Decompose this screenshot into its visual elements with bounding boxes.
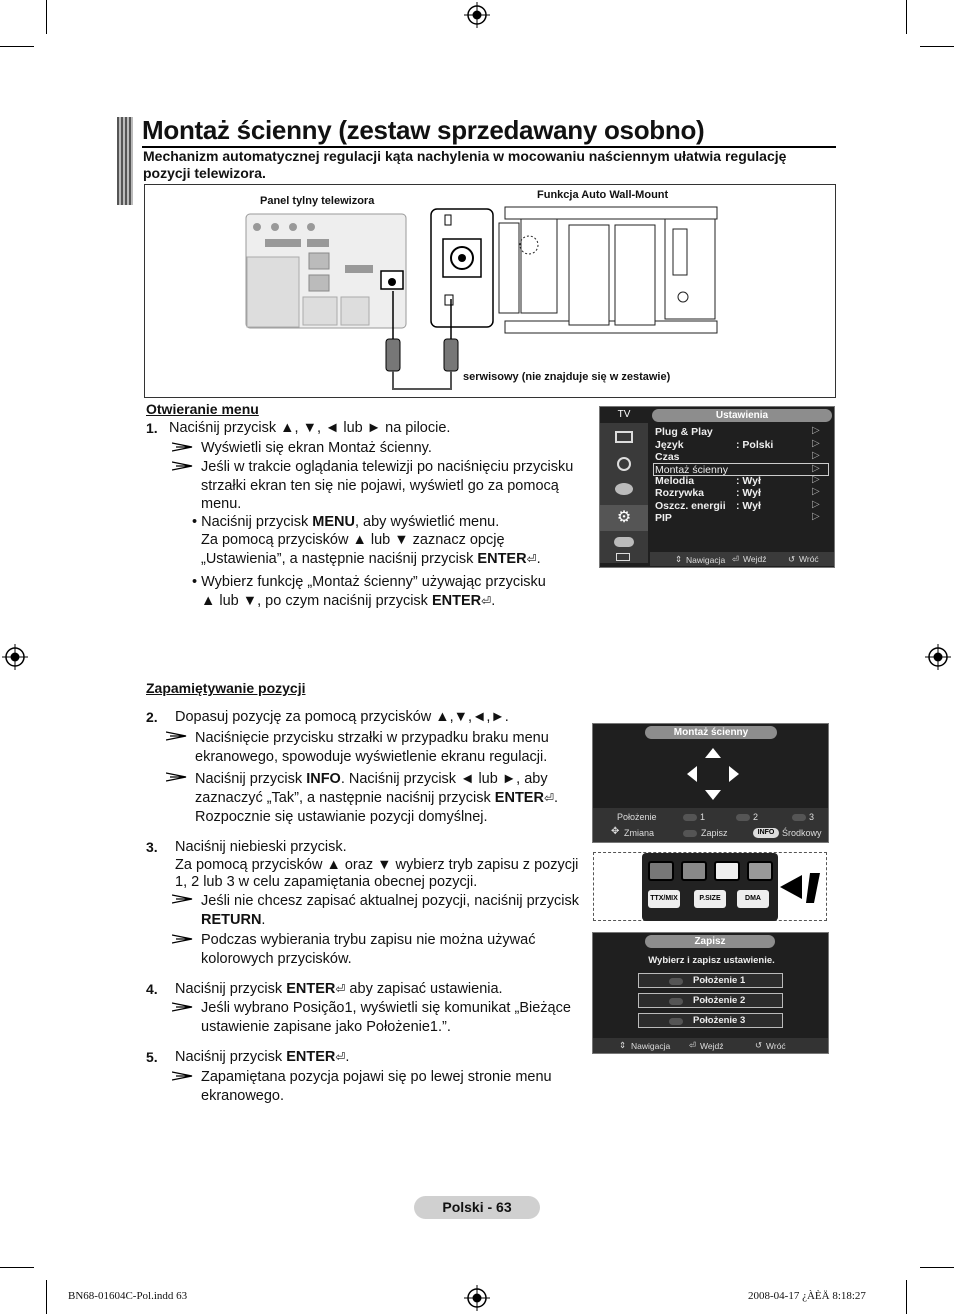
bullet-text: , aby wyświetlić menu. xyxy=(355,514,500,530)
submenu-arrow-icon: ▷ xyxy=(812,499,820,510)
enter-icon: ⏎ xyxy=(335,1050,346,1064)
section-heading-open-menu: Otwieranie menu xyxy=(146,401,259,417)
save-option-label: Położenie 1 xyxy=(693,975,746,986)
nav-icon: ⇕ xyxy=(619,1040,627,1050)
note-text: Naciśnij przycisk xyxy=(195,771,307,787)
step-text: 1, 2 lub 3 w celu zapamiętania obecnej pozycji. xyxy=(175,874,478,890)
step-text: . xyxy=(345,1049,350,1065)
menu-item[interactable]: Oszcz. energii xyxy=(655,500,726,512)
osd-sidebar xyxy=(600,423,648,563)
remote-control-illustration xyxy=(593,852,827,921)
green-button[interactable] xyxy=(681,861,707,881)
panel-label: Panel tylny telewizora xyxy=(260,195,375,207)
change-label: Zmiana xyxy=(624,828,655,838)
crop-mark xyxy=(46,0,47,34)
position-2: 2 xyxy=(753,812,759,822)
submenu-arrow-icon: ▷ xyxy=(812,486,820,497)
menu-item[interactable]: PIP xyxy=(655,512,672,524)
button-name-enter: ENTER xyxy=(286,981,336,997)
submenu-arrow-icon: ▷ xyxy=(812,450,820,461)
title-decoration-bar xyxy=(117,117,133,205)
footer-back: Wróć xyxy=(766,1041,786,1051)
menu-item[interactable]: Plug & Play xyxy=(655,426,713,438)
step-number: 1. xyxy=(146,420,158,436)
menu-item-selected[interactable]: Montaż ścienny xyxy=(655,464,728,476)
submenu-arrow-icon: ▷ xyxy=(812,438,820,449)
submenu-arrow-icon: ▷ xyxy=(812,474,820,485)
bullet-text: „Ustawienia”, a następnie naciśnij przycisk xyxy=(201,551,478,567)
step-text: Naciśnij przycisk xyxy=(175,981,287,997)
submenu-arrow-icon: ▷ xyxy=(812,425,820,436)
note-arrow-icon xyxy=(172,461,194,471)
crop-mark xyxy=(0,1267,34,1268)
direction-arrows-icon[interactable] xyxy=(681,746,745,802)
footer-file-info: BN68-01604C-Pol.indd 63 xyxy=(68,1290,188,1302)
save-option[interactable] xyxy=(638,993,783,1008)
position-1: 1 xyxy=(700,812,706,822)
osd-wall-mount xyxy=(592,723,829,843)
enter-icon: ⏎ xyxy=(526,552,537,566)
step-text: aby zapisać ustawienia. xyxy=(345,981,503,997)
bullet-text: Za pomocą przycisków ▲ lub ▼ zaznacz opcję xyxy=(201,532,505,548)
page-number: Polski - 63 xyxy=(414,1196,540,1219)
position-label: Położenie xyxy=(617,812,657,822)
footer-nav: Nawigacja xyxy=(631,1041,671,1051)
connection-diagram xyxy=(144,184,836,398)
note-arrow-icon xyxy=(172,442,194,452)
bullet-text: . xyxy=(536,551,541,567)
menu-item-value: : Wył xyxy=(736,500,761,512)
footer-nav: Nawigacja xyxy=(686,555,726,565)
button-name-enter: ENTER xyxy=(286,1049,336,1065)
registration-mark-icon xyxy=(925,644,951,670)
bullet-text xyxy=(201,550,541,569)
footer-back: Wróć xyxy=(799,554,819,564)
button-name-info: INFO xyxy=(306,771,341,787)
menu-item-value: : Wył xyxy=(736,475,761,487)
bullet-text: . xyxy=(491,593,496,609)
sound-icon xyxy=(617,457,631,471)
move-icon: ✥ xyxy=(611,826,620,837)
note-arrow-icon xyxy=(172,1071,194,1081)
nav-icon: ⇕ xyxy=(675,554,683,564)
note-arrow-icon xyxy=(172,934,194,944)
note-text: Wyświetli się ekran Montaż ścienny. xyxy=(201,440,432,456)
blue-button[interactable] xyxy=(747,861,773,881)
channel-icon xyxy=(615,483,633,495)
return-icon: ↺ xyxy=(788,554,796,564)
bullet-menu xyxy=(192,513,499,532)
page-title: Montaż ścienny (zestaw sprzedawany osobno) xyxy=(142,115,705,145)
button-name-enter: ENTER xyxy=(477,551,527,567)
step-text xyxy=(175,980,503,999)
menu-item[interactable]: Język xyxy=(655,439,684,451)
cable-label: serwisowy (nie znajduje się w zestawie) xyxy=(463,371,671,383)
bullet-text xyxy=(201,592,495,611)
step-text: Naciśnij niebieski przycisk. xyxy=(175,839,347,855)
bullet-text: ▲ lub ▼, po czym naciśnij przycisk xyxy=(201,593,432,609)
red-button[interactable] xyxy=(648,861,674,881)
position-3: 3 xyxy=(809,812,815,822)
button-name-enter: ENTER xyxy=(431,593,482,609)
note-text: Podczas wybierania trybu zapisu nie można używać xyxy=(201,932,536,948)
note-text: Jeśli w trakcie oglądania telewizji po naciśnięciu przycisku strzałki ekran ten się nie pojawi, wyświetl go za pomocą menu. xyxy=(201,459,574,512)
function-label: Funkcja Auto Wall-Mount xyxy=(537,189,669,201)
step-number: 3. xyxy=(146,839,158,855)
red-button-icon xyxy=(669,978,683,985)
osd-header: Montaż ścienny xyxy=(645,726,777,739)
osd-settings-menu xyxy=(599,406,835,568)
step-number: 4. xyxy=(146,981,158,997)
osd-header: Zapisz xyxy=(645,935,775,948)
note-text: . Naciśnij przycisk ◄ lub ►, aby xyxy=(340,771,548,787)
menu-item-value: : Wył xyxy=(736,487,761,499)
footer-enter: Wejdź xyxy=(700,1041,724,1051)
note-text: Jeśli wybrano Posição1, wyświetli się komunikat „Bieżące xyxy=(201,1000,571,1016)
enter-icon: ⏎ xyxy=(732,554,740,564)
button-name-enter: ENTER xyxy=(494,790,544,806)
menu-item[interactable]: Rozrywka xyxy=(655,487,705,499)
registration-mark-icon xyxy=(2,644,28,670)
input-icon xyxy=(614,537,634,547)
button-name-return: RETURN xyxy=(201,912,262,928)
yellow-button[interactable] xyxy=(714,861,740,881)
step-text: Za pomocą przycisków ▲ oraz ▼ wybierz tryb zapisu z pozycji xyxy=(175,857,579,873)
crop-mark xyxy=(0,46,34,47)
green-button-icon xyxy=(669,998,683,1005)
enter-icon: ⏎ xyxy=(689,1040,697,1050)
menu-item[interactable]: Czas xyxy=(655,451,680,463)
section-heading-save-position: Zapamiętywanie pozycji xyxy=(146,680,306,696)
step-text: Naciśnij przycisk ▲, ▼, ◄ lub ► na pilocie. xyxy=(169,420,451,436)
step-text: Dopasuj pozycję za pomocą przycisków ▲,▼,◄,►. xyxy=(175,709,509,725)
pointer-arrow-icon xyxy=(780,871,824,905)
note-text xyxy=(195,789,558,808)
save-label: Zapisz xyxy=(701,828,728,838)
crop-mark xyxy=(920,1267,954,1268)
menu-item-value: : Polski xyxy=(736,439,774,451)
crop-mark xyxy=(906,0,907,34)
note-arrow-icon xyxy=(166,772,188,782)
submenu-arrow-icon: ▷ xyxy=(812,463,820,474)
save-option-label: Położenie 2 xyxy=(693,995,746,1006)
save-option[interactable] xyxy=(638,1013,783,1028)
center-label: Środkowy xyxy=(782,828,822,838)
registration-mark-icon xyxy=(464,2,490,28)
registration-mark-icon xyxy=(464,1285,490,1311)
note-text: Zapamiętana pozycja pojawi się po lewej stronie menu xyxy=(201,1069,552,1085)
step-number: 5. xyxy=(146,1049,158,1065)
setup-gear-icon: ⚙ xyxy=(600,505,648,531)
application-icon xyxy=(616,553,630,561)
red-button-icon[interactable] xyxy=(683,814,697,821)
wall-mount-illustration xyxy=(429,205,829,340)
save-option[interactable] xyxy=(638,973,783,988)
step-number: 2. xyxy=(146,709,158,725)
osd-header: Ustawienia xyxy=(652,409,832,422)
page-subtitle: Mechanizm automatycznej regulacji kąta nachylenia w mocowaniu naściennym ułatwia regulację pozycji telewizora. xyxy=(143,148,787,181)
note-text: ustawienie zapisane jako Położenie1.”. xyxy=(201,1019,451,1035)
step-text xyxy=(175,1048,349,1067)
dma-button[interactable]: DMA xyxy=(737,890,769,908)
enter-icon: ⏎ xyxy=(481,594,492,608)
note-text: kolorowych przycisków. xyxy=(201,951,352,967)
yellow-button-icon xyxy=(669,1018,683,1025)
psize-button[interactable]: P.SIZE xyxy=(694,890,726,908)
crop-mark xyxy=(46,1280,47,1314)
menu-item[interactable]: Melodia xyxy=(655,475,695,487)
enter-icon: ⏎ xyxy=(543,791,555,805)
submenu-arrow-icon: ▷ xyxy=(812,511,820,522)
osd-save-menu xyxy=(592,932,829,1054)
save-option-label: Położenie 3 xyxy=(693,1015,746,1026)
osd-tv-label: TV xyxy=(617,409,631,420)
enter-icon: ⏎ xyxy=(335,982,346,996)
note-text: ekranowego. xyxy=(201,1088,285,1104)
note-text: Jeśli nie chcesz zapisać aktualnej pozycji, naciśnij przycisk xyxy=(201,893,579,909)
bullet-text: • Naciśnij przycisk xyxy=(192,514,313,530)
note-text: Rozpocznie się ustawianie pozycji domyślnej. xyxy=(195,809,488,825)
service-cable-illustration xyxy=(385,291,475,395)
note-arrow-icon xyxy=(172,1002,194,1012)
footer-timestamp: 2008-04-17 ¿ÀÈÄ 8:18:27 xyxy=(748,1290,866,1302)
note-text: zaznaczyć „Tak”, a następnie naciśnij przycisk xyxy=(195,790,495,806)
note-arrow-icon xyxy=(166,731,188,741)
picture-icon xyxy=(615,431,633,443)
button-name-menu: MENU xyxy=(312,514,355,530)
bullet-select-wall-mount: • Wybierz funkcję „Montaż ścienny” używając przycisku xyxy=(192,574,546,590)
yellow-button-icon[interactable] xyxy=(792,814,806,821)
crop-mark xyxy=(906,1280,907,1314)
info-button-icon[interactable]: INFO xyxy=(753,828,779,838)
step-text: Naciśnij przycisk xyxy=(175,1049,287,1065)
blue-button-icon[interactable] xyxy=(683,830,697,837)
note-text: . xyxy=(261,912,266,928)
save-prompt: Wybierz i zapisz ustawienie. xyxy=(648,955,775,966)
green-button-icon[interactable] xyxy=(736,814,750,821)
footer-enter: Wejdź xyxy=(743,554,767,564)
note-text: Naciśnięcie przycisku strzałki w przypadku braku menu ekranowego, spowoduje wyświetlenie ekranu regulacji. xyxy=(195,730,549,765)
note-text xyxy=(201,911,265,930)
note-text xyxy=(195,770,548,789)
teletext-button[interactable]: TTX/MIX xyxy=(648,890,680,908)
crop-mark xyxy=(920,46,954,47)
note-text: . xyxy=(554,790,559,806)
return-icon: ↺ xyxy=(755,1040,763,1050)
note-arrow-icon xyxy=(172,894,194,904)
